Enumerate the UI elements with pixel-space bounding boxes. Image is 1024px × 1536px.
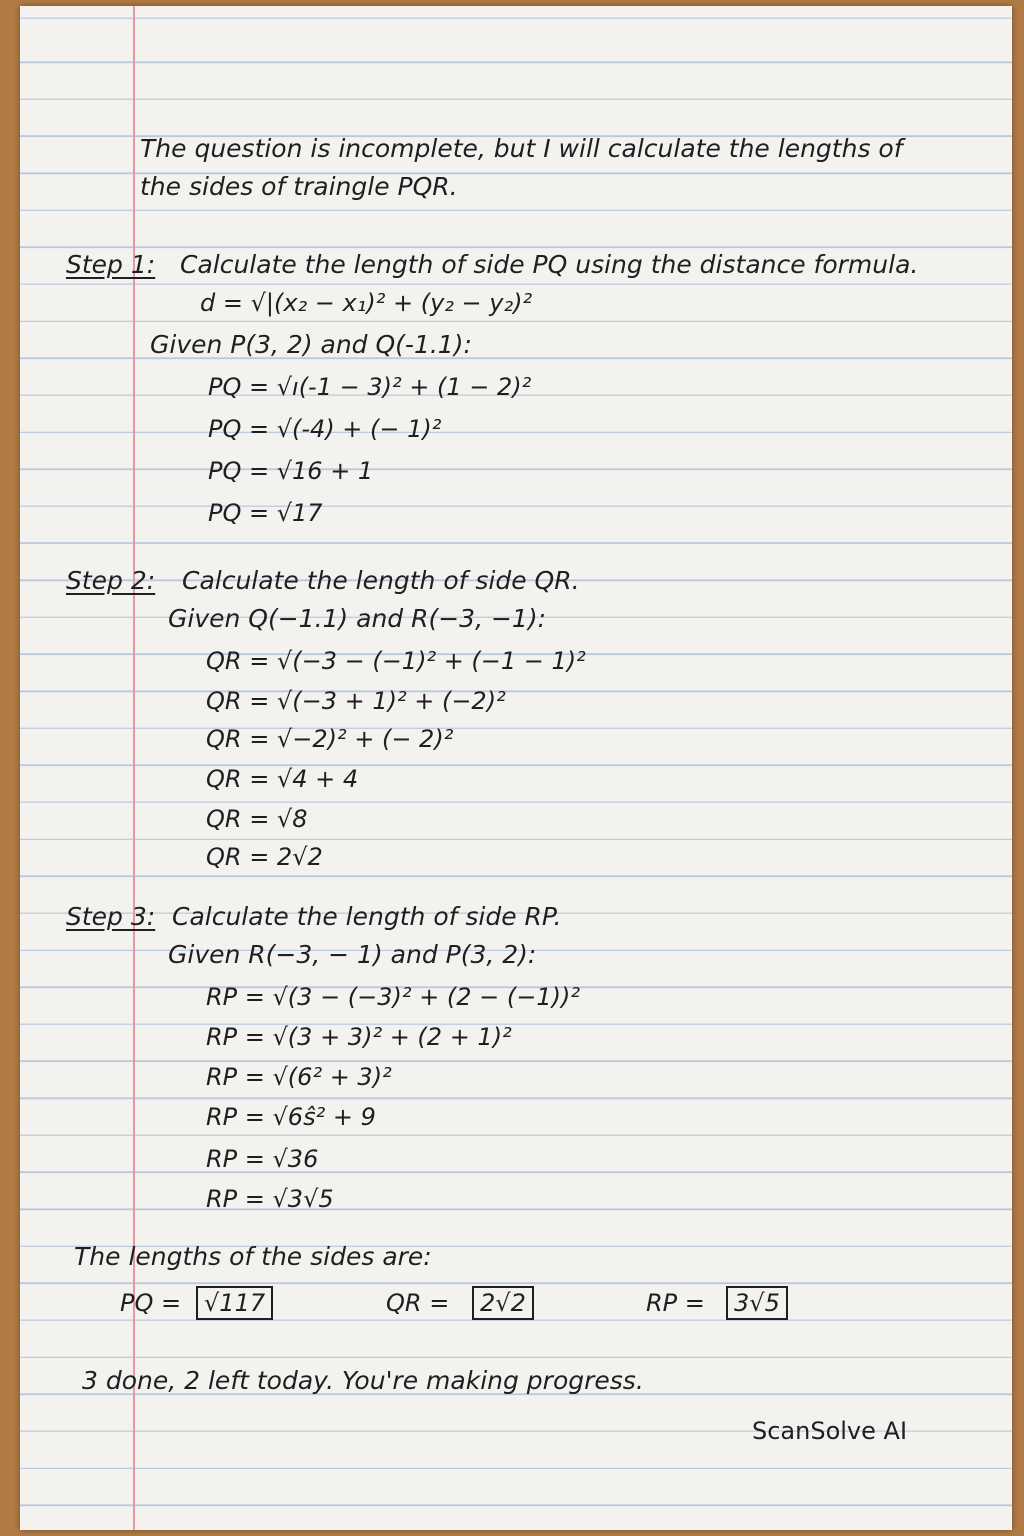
step3-line-1: RP = √(3 − (−3)² + (2 − (−1))² [206, 983, 580, 1011]
step1-line-1: PQ = √ı(-1 − 3)² + (1 − 2)² [208, 373, 532, 401]
step3-heading: Calculate the length of side RP. [172, 902, 562, 931]
step3-line-6: RP = √3√5 [206, 1185, 334, 1213]
step3-line-5: RP = √36 [206, 1145, 319, 1173]
step2-line-1: QR = √(−3 − (−1)² + (−1 − 1)² [206, 647, 586, 675]
progress-note: 3 done, 2 left today. You're making progress. [82, 1366, 644, 1395]
qr-label: QR = [386, 1289, 450, 1317]
intro-line-2: the sides of traingle PQR. [140, 172, 458, 201]
step2-line-4: QR = √4 + 4 [206, 765, 359, 793]
intro-line-1: The question is incomplete, but I will calculate the lengths of [140, 134, 903, 163]
step2-line-3: QR = √−2)² + (− 2)² [206, 725, 454, 753]
step3-line-2: RP = √(3 + 3)² + (2 + 1)² [206, 1023, 512, 1051]
step1-line-2: PQ = √(-4) + (− 1)² [208, 415, 442, 443]
step2-line-5: QR = √8 [206, 805, 308, 833]
step2-heading: Calculate the length of side QR. [182, 566, 580, 595]
step3-label: Step 3: [66, 902, 156, 931]
distance-formula: d = √|(x₂ − x₁)² + (y₂ − y₂)² [200, 289, 533, 317]
step2-line-6: QR = 2√2 [206, 843, 323, 871]
step3-line-4: RP = √6ŝ² + 9 [206, 1103, 376, 1131]
notebook-page [20, 6, 1012, 1530]
step1-given: Given P(3, 2) and Q(-1.1): [150, 330, 472, 359]
qr-answer-box: 2√2 [472, 1286, 534, 1320]
step3-line-3: RP = √(6² + 3)² [206, 1063, 392, 1091]
step2-line-2: QR = √(−3 + 1)² + (−2)² [206, 687, 506, 715]
step1-heading: Calculate the length of side PQ using the distance formula. [180, 250, 919, 279]
step2-given: Given Q(−1.1) and R(−3, −1): [168, 604, 547, 633]
step1-line-3: PQ = √16 + 1 [208, 457, 374, 485]
rp-label: RP = [646, 1289, 705, 1317]
step2-label: Step 2: [66, 566, 156, 595]
step3-given: Given R(−3, − 1) and P(3, 2): [168, 940, 537, 969]
pq-answer-box: √117 [196, 1286, 273, 1320]
step1-line-4: PQ = √17 [208, 499, 323, 527]
brand-signature: ScanSolve AI [752, 1417, 908, 1445]
rp-answer-box: 3√5 [726, 1286, 788, 1320]
summary-heading: The lengths of the sides are: [74, 1242, 432, 1271]
pq-label: PQ = [120, 1289, 182, 1317]
step1-label: Step 1: [66, 250, 156, 279]
